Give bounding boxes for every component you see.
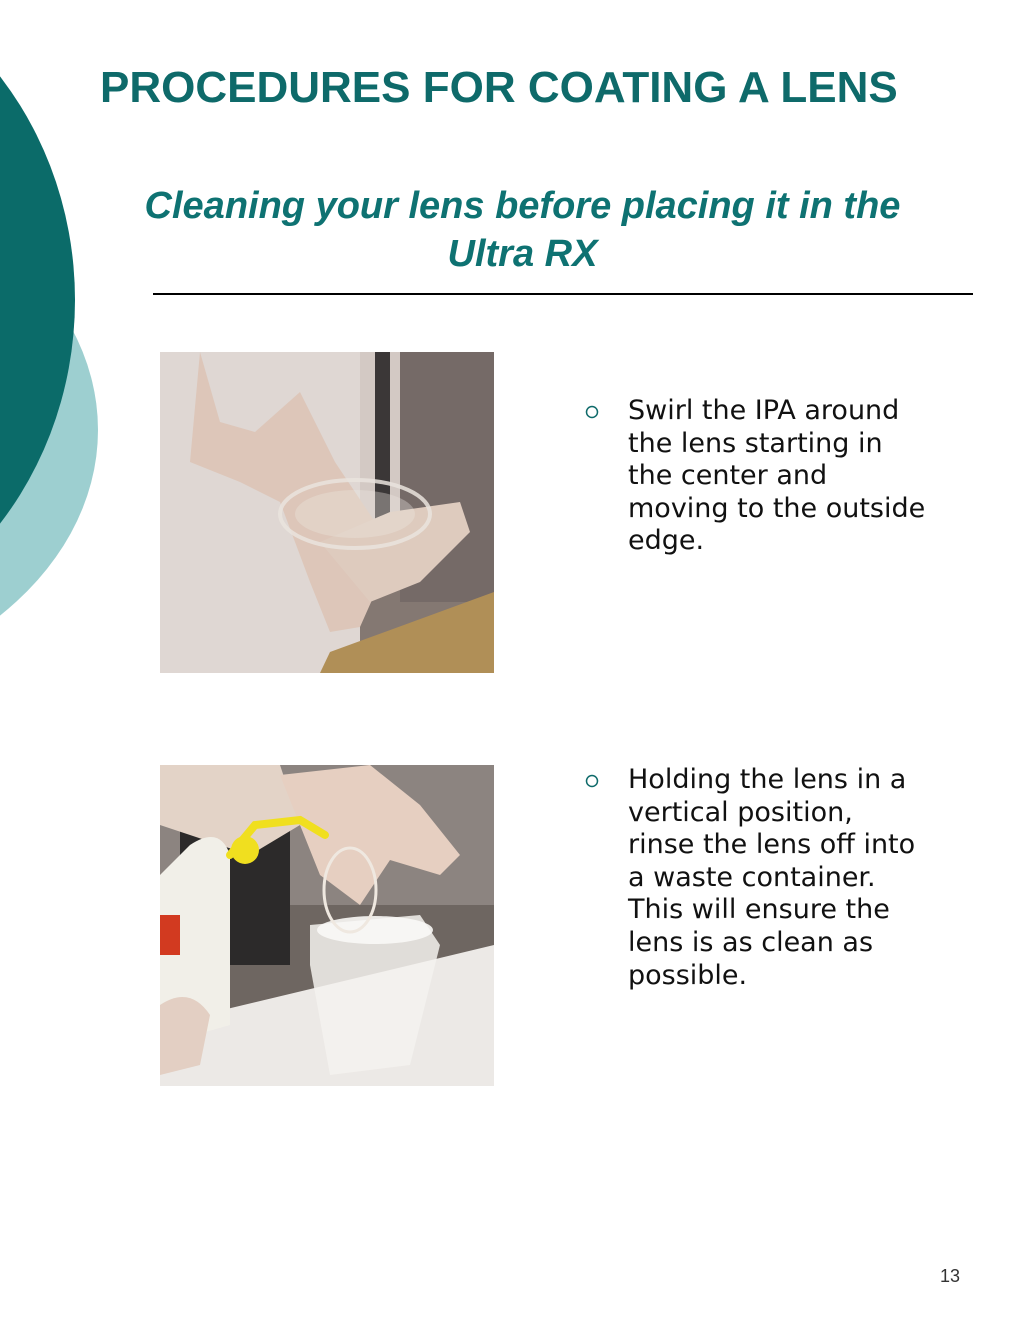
photo-rinse-lens — [160, 765, 494, 1086]
photo-swirl-ipa — [160, 352, 494, 673]
step-2-text: Holding the lens in a vertical position, rinse the lens off into a waste container. This will ensure the lens is as clean as possible. — [628, 764, 916, 991]
hollow-circle-bullet-icon — [585, 764, 628, 788]
step-2-bullet — [585, 764, 970, 992]
step-1-bullet — [585, 395, 970, 558]
title-divider — [153, 293, 973, 295]
step-1-text: Swirl the IPA around the lens starting in the center and moving to the outside edge. — [628, 395, 926, 557]
hollow-circle-bullet-icon — [585, 395, 628, 419]
slide-subtitle — [140, 182, 905, 278]
slide-title: PROCEDURES FOR COATING A LENS — [100, 63, 898, 112]
subtitle-line: Ultra RX — [447, 233, 598, 275]
subtitle-line: Cleaning your lens before placing it in the — [144, 185, 901, 227]
page-number: 13 — [939, 1266, 960, 1286]
